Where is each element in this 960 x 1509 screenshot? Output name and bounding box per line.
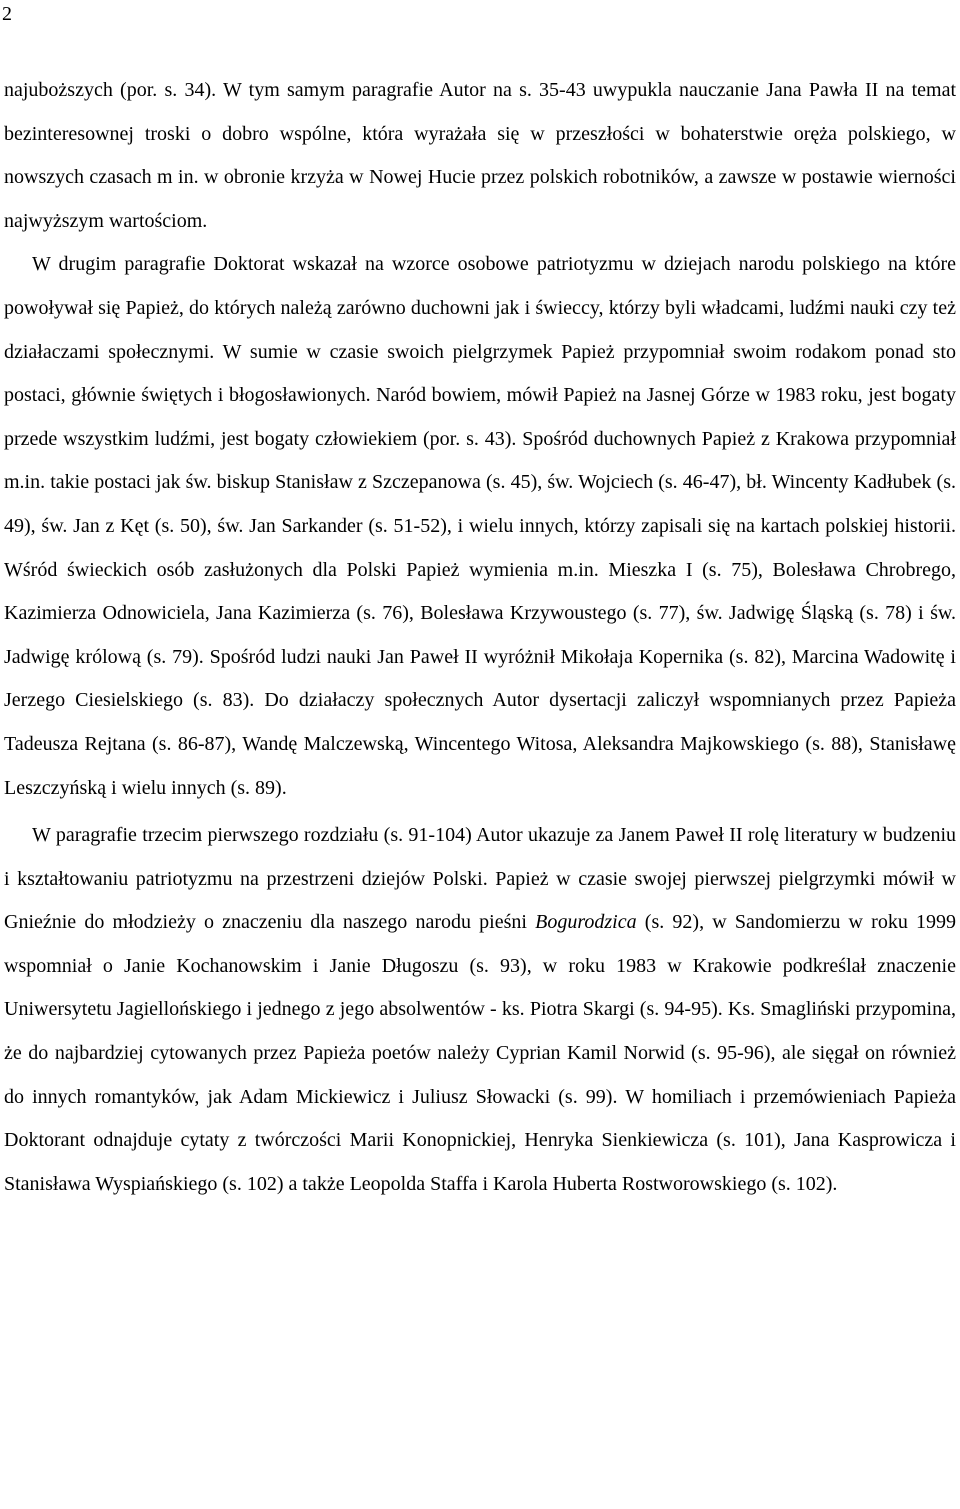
paragraph-2-text: W drugim paragrafie Doktorat wskazał na wzorce osobowe patriotyzmu w dziejach narodu polskiego na które powoływał się Papież, do których należą zarówno duchowni jak i świeccy, którzy byli władcami, ludźmi nauki czy też działaczami społecznymi. W sumie w czasie swoich pielgrzymek Papież przypomniał swoim rodakom ponad sto postaci, głównie świętych i błogosławionych. Naród bowiem, mówił Papież na Jasnej Górze w 1983 roku, jest bogaty przede wszystkim ludźmi, jest bogaty człowiekiem (por. s. 43). Spośród duchownych Papież z Krakowa przypomniał m.in. takie postaci jak św. biskup Stanisław z Szczepanowa (s. 45), św. Wojciech (s. 46-47), bł. Wincenty Kadłubek (s. 49), św. Jan z Kęt (s. 50), św. Jan Sarkander (s. 51-52), i wielu innych, którzy zapisali się na kartach polskiej historii. Wśród świeckich osób zasłużonych dla Polski Papież wymienia m.in. Mieszka I (s. 75), Bolesława Chrobrego, Kazimierza Odnowiciela, Jana Kazimierza (s. 76), Bolesława Krzywoustego (s. 77), św. Jadwigę Śląską (s. 78) i św. Jadwigę królową (s. 79). Spośród ludzi nauki Jan Paweł II wyróżnił Mikołaja Kopernika (s. 82), Marcina Wadowitę i Jerzego Ciesielskiego (s. 83). Do działaczy społecznych Autor dysertacji zaliczył wspomnianych przez Papieża Tadeusza Rejtana (s. 86-87), Wandę Malczewską, Wincentego Witosa, Aleksandra Majkowskiego (s. 88), Stanisławę Leszczyńską i wielu innych (s. 89). [4, 253, 956, 799]
page-number: 2 [2, 3, 12, 25]
body-text [4, 69, 956, 1206]
paragraph-1 [4, 69, 956, 243]
paragraph-2 [4, 243, 956, 810]
paragraph-3-text-start: W paragrafie trzecim pierwszego rozdziału (s. 91-104) Autor ukazuje za Janem Paweł II rolę literatury w budzeniu i kształtowaniu patriotyzmu na przestrzeni dziejów Polski. Papież w czasie swojej pierwszej pielgrzymki mówił w Gnieźnie do młodzieży o znaczeniu dla naszego narodu pieśni [4, 824, 956, 934]
paragraph-3-text-end: (s. 92), w Sandomierzu w roku 1999 wspomniał o Janie Kochanowskim i Janie Długoszu (s. 93), w roku 1983 w Krakowie podkreślał znaczenie Uniwersytetu Jagiellońskiego i jednego z jego absolwentów - ks. Piotra Skargi (s. 94-95). Ks. Smagliński przypomina, że do najbardziej cytowanych przez Papieża poetów należy Cyprian Kamil Norwid (s. 95-96), ale sięgał on również do innych romantyków, jak Adam Mickiewicz i Juliusz Słowacki (s. 99). W homiliach i przemówieniach Papieża Doktorant odnajduje cytaty z twórczości Marii Konopnickiej, Henryka Sienkiewicza (s. 101), Jana Kasprowicza i Stanisława Wyspiańskiego (s. 102) a także Leopolda Staffa i Karola Huberta Rostworowskiego (s. 102). [4, 911, 956, 1195]
paragraph-3 [4, 814, 956, 1206]
song-title-bogurodzica: Bogurodzica [535, 911, 637, 934]
paragraph-1-text: najuboższych (por. s. 34). W tym samym paragrafie Autor na s. 35-43 uwypukla nauczanie Jana Pawła II na temat bezinteresownej troski o dobro wspólne, która wyrażała się w przeszłości w bohaterstwie oręża polskiego, w nowszych czasach m in. w obronie krzyża w Nowej Hucie przez polskich robotników, a zawsze w postawie wierności najwyższym wartościom. [4, 79, 956, 232]
